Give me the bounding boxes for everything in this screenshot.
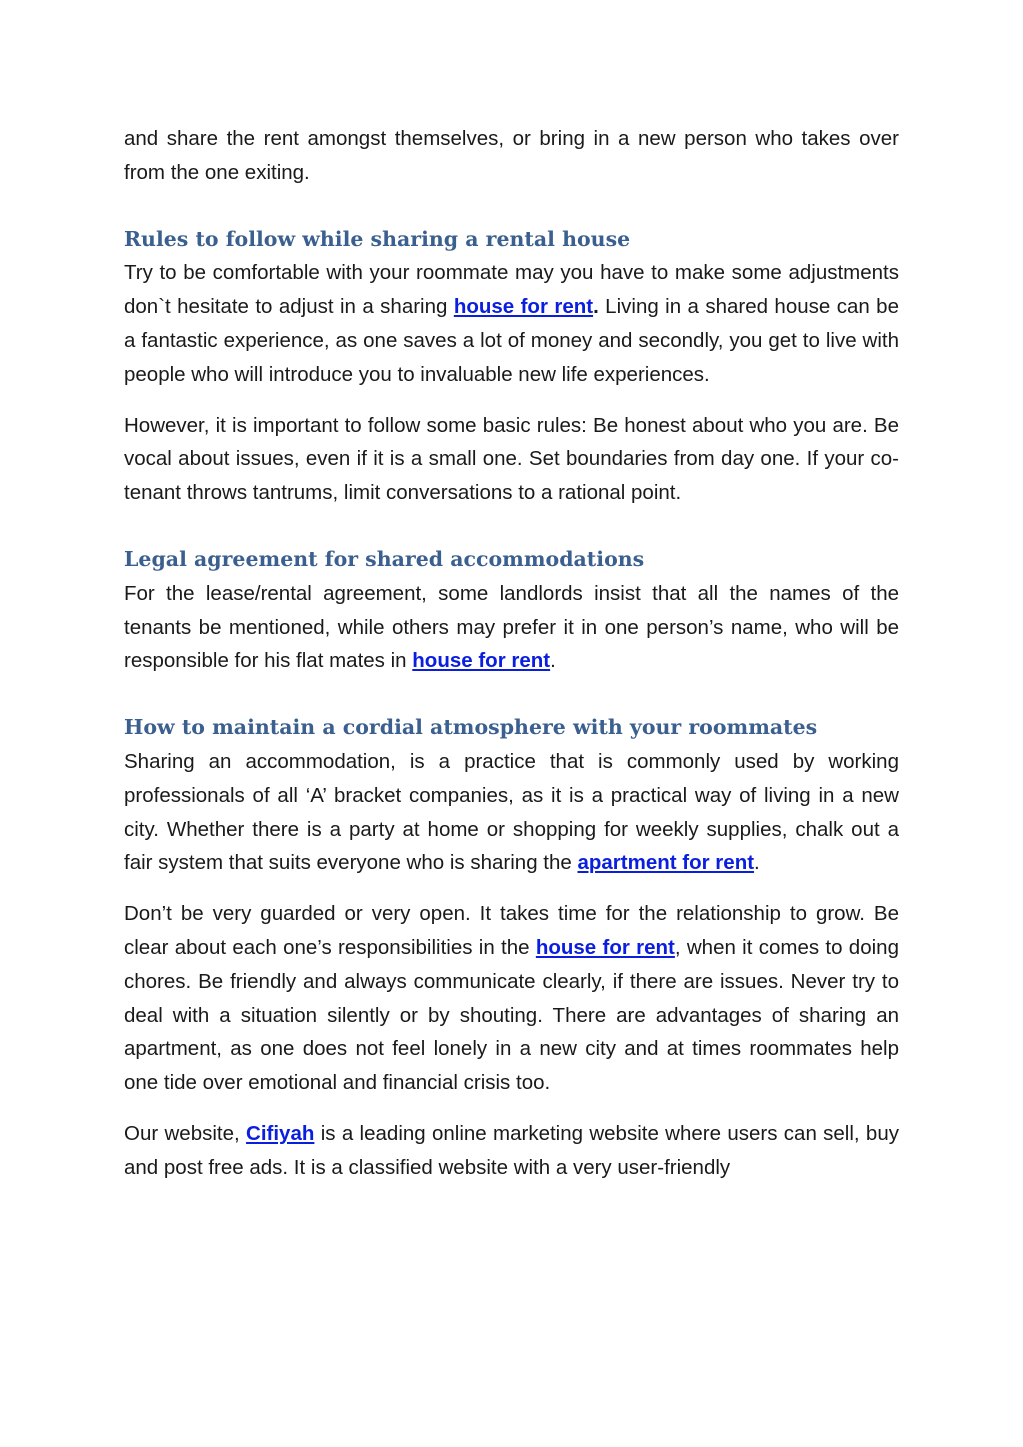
text-span: Living in a shared house can be a fantastic experience, as one saves a lot of money and secondly, you get to live with people who will introduce you to invaluable new life experiences. (124, 295, 899, 386)
document-page (124, 122, 899, 1185)
heading-cordial-atmosphere: How to maintain a cordial atmosphere with your roommates (124, 715, 818, 740)
text-span: Sharing an accommodation, is a practice that is commonly used by working professionals of all ‘A’ bracket companies, as it is a practical way of living in a new city. Whether there is a party at home or shopping for weekly supplies, chalk out a fair system that suits everyone who is sharing the (124, 749, 899, 875)
text-span: Our website, (124, 1121, 247, 1145)
text-span: For the lease/rental agreement, some landlords insist that all the names of the tenants be mentioned, while others may prefer it in one person’s name, who will be responsible for his flat mates in (124, 581, 899, 673)
rules-paragraph-1 (124, 256, 899, 391)
rules-paragraph-2: However, it is important to follow some basic rules: Be honest about who you are. Be vocal about issues, even if it is a small one. Set boundaries from day one. If your co-tenant throws tantrums, limit conversations to a rational point. (124, 413, 899, 505)
heading-legal-agreement: Legal agreement for shared accommodations (124, 546, 645, 571)
text-span: is a leading online marketing website where users can sell, buy and post free ads. It is a classified website with a very user-friendly (124, 1121, 899, 1179)
cordial-paragraph-1 (124, 745, 899, 880)
text-span: . (754, 851, 760, 875)
house-for-rent-link[interactable]: house for rent (453, 295, 594, 319)
house-for-rent-link[interactable]: house for rent (535, 935, 675, 959)
text-span: Try to be comfortable with your roommate may you have to make some adjustments don`t hesitate to adjust in a sharing (124, 261, 899, 319)
house-for-rent-link[interactable]: house for rent (412, 649, 551, 673)
text-span: Don’t be very guarded or very open. It takes time for the relationship to grow. Be clear about each one’s responsibilities in the (124, 902, 899, 959)
text-span: . (593, 295, 599, 319)
heading-rules: Rules to follow while sharing a rental house (124, 226, 631, 251)
text-span: . (550, 649, 556, 673)
cordial-paragraph-3 (124, 1117, 899, 1185)
cordial-paragraph-2 (124, 897, 899, 1100)
text-span: , when it comes to doing chores. Be friendly and always communicate clearly, if there are issues. Never try to deal with a situation silently or by shouting. There are advantages of sharing an apartment, as one does not feel lonely in a new city and at times roommates help one tide over emotional and financial crisis too. (124, 935, 899, 1095)
legal-paragraph-1 (124, 577, 899, 678)
intro-paragraph: and share the rent amongst themselves, or bring in a new person who takes over from the one exiting. (124, 127, 899, 184)
cifiyah-link[interactable]: Cifiyah (246, 1121, 315, 1145)
apartment-for-rent-link[interactable]: apartment for rent (577, 851, 755, 875)
